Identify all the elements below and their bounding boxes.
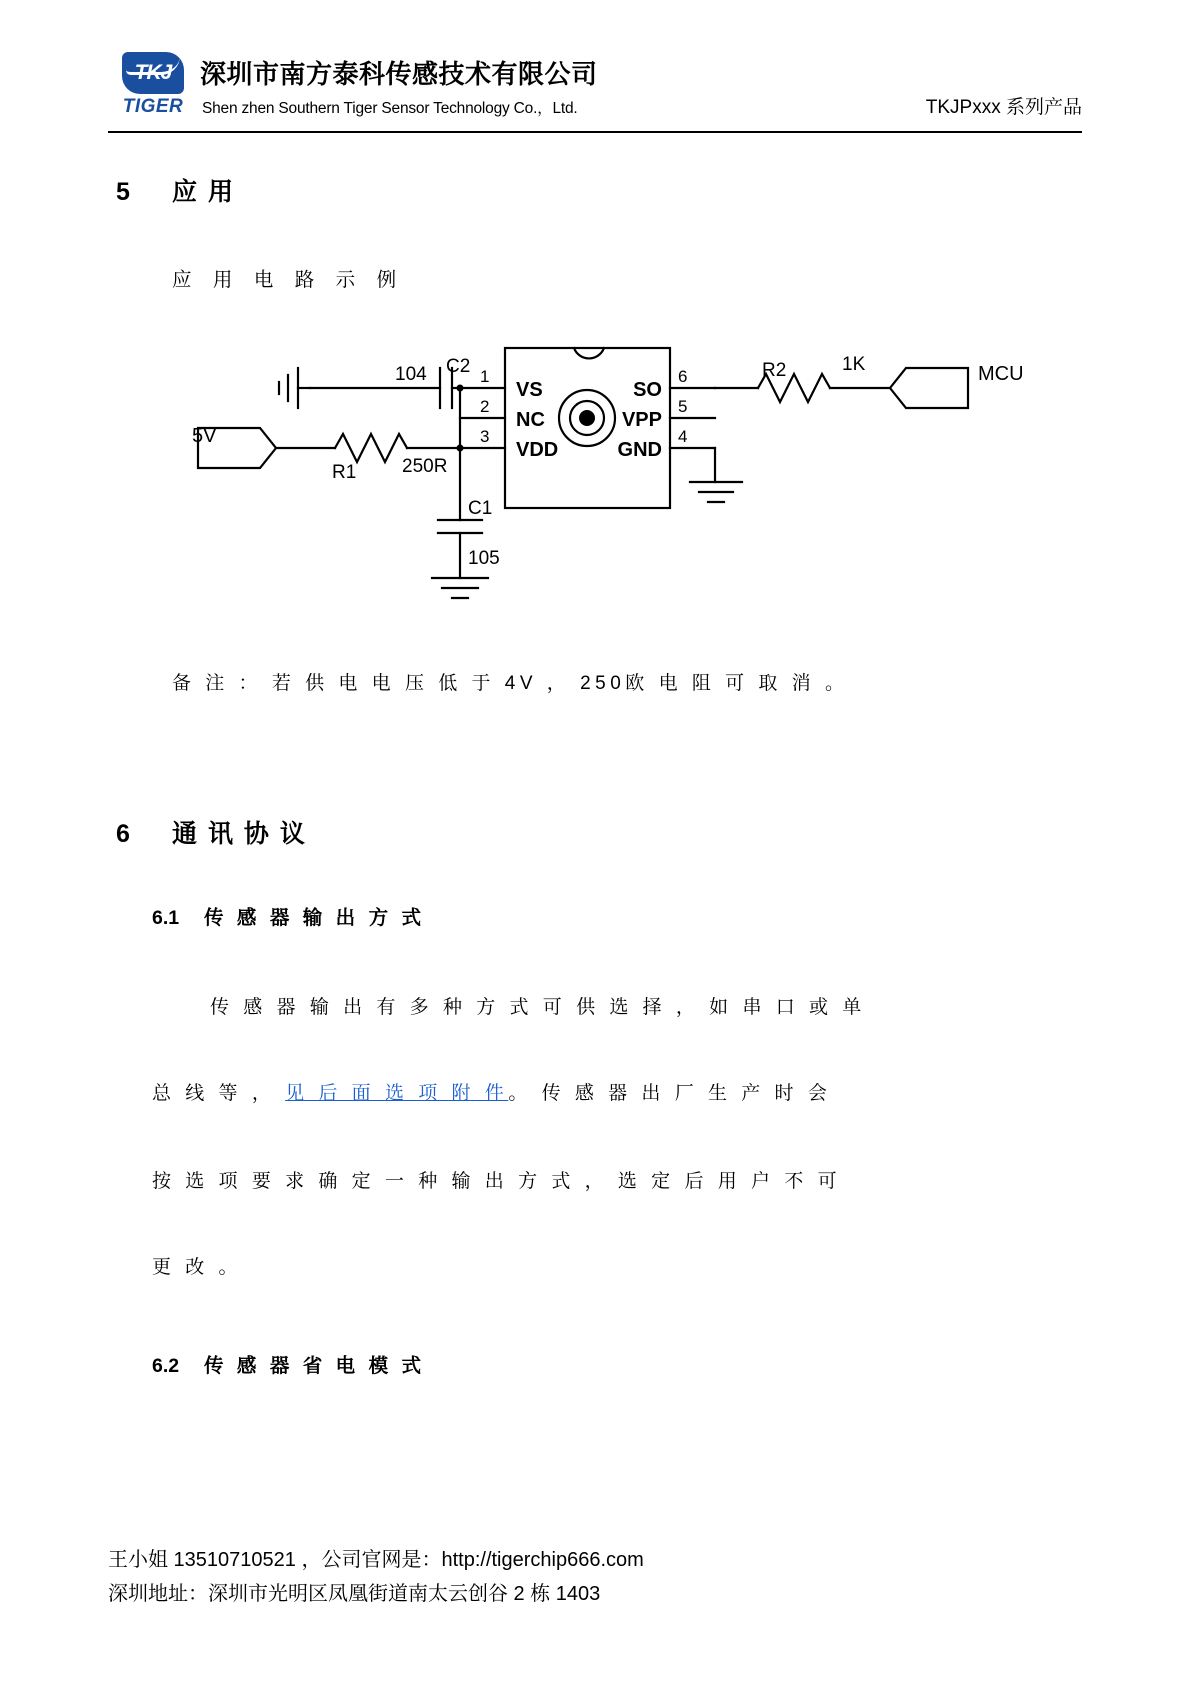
section-6-1-number: 6.1 (152, 907, 180, 929)
header-divider (108, 131, 1082, 133)
label-c1-name: C1 (468, 498, 493, 519)
paragraph-6-1-line-3: 按 选 项 要 求 确 定 一 种 输 出 方 式 ， 选 定 后 用 户 不 可 (152, 1171, 842, 1192)
paragraph-6-1-line-2-b: 。 传 感 器 出 厂 生 产 时 会 (508, 1083, 832, 1104)
company-logo (114, 52, 192, 124)
section-5-note: 备 注 ： 若 供 电 电 压 低 于 4V ， 250欧 电 阻 可 取 消 。 (172, 673, 849, 694)
company-name-en: Shen zhen Southern Tiger Sensor Technology Co.，Ltd. (202, 100, 578, 117)
footer-contact-line: 王小姐 13510710521 ，公司官网是：http://tigerchip666.com (108, 1549, 644, 1571)
page-header (108, 48, 1082, 132)
label-r2-value: 1K (842, 354, 866, 375)
section-6-heading (116, 814, 307, 850)
label-pin-nc: NC (516, 409, 545, 431)
section-6-number: 6 (116, 820, 132, 848)
paragraph-6-1-line-1: 传 感 器 输 出 有 多 种 方 式 可 供 选 择 ， 如 串 口 或 单 (210, 997, 866, 1018)
option-appendix-link[interactable]: 见 后 面 选 项 附 件 (285, 1083, 509, 1104)
label-pin-gnd: GND (617, 439, 662, 461)
section-6-2-number: 6.2 (152, 1355, 180, 1377)
label-mcu: MCU (978, 363, 1024, 385)
application-circuit-diagram (150, 330, 1050, 630)
section-6-1-heading (152, 902, 425, 930)
section-6-title: 通 讯 协 议 (172, 820, 307, 848)
label-pin-3: 3 (480, 427, 490, 446)
section-5-heading (116, 172, 235, 208)
label-pin-2: 2 (480, 397, 490, 416)
paragraph-6-1-line-4: 更 改 。 (152, 1257, 243, 1278)
page-footer (108, 1543, 1082, 1611)
label-pin-6: 6 (678, 367, 688, 386)
label-c2-name: C2 (446, 356, 471, 377)
section-6-1-title: 传 感 器 输 出 方 式 (204, 907, 426, 929)
section-5-number: 5 (116, 178, 132, 206)
section-5-intro: 应 用 电 路 示 例 (172, 269, 405, 291)
logo-mark: TKJ (122, 52, 184, 94)
section-6-2-heading (152, 1350, 425, 1378)
label-r1-name: R1 (332, 462, 357, 483)
document-series-label: TKJPxxx 系列产品 (925, 97, 1082, 118)
label-pin-5: 5 (678, 397, 688, 416)
label-c2-value: 104 (395, 364, 427, 385)
label-pin-vs: VS (516, 379, 543, 401)
label-pin-4: 4 (678, 427, 688, 446)
label-pin-so: SO (633, 379, 662, 401)
label-r2-unused: 250R (402, 456, 448, 477)
label-pin-vdd: VDD (516, 439, 559, 461)
label-supply: 5V (192, 425, 217, 447)
company-name-cn: 深圳市南方泰科传感技术有限公司 (200, 59, 598, 89)
paragraph-6-1-line-2-a: 总 线 等 ， (152, 1083, 276, 1104)
section-6-2-title: 传 感 器 省 电 模 式 (204, 1355, 426, 1377)
label-pin-vpp: VPP (621, 409, 662, 431)
paragraph-6-1-line-2 (152, 1078, 831, 1105)
label-r2-name: R2 (762, 360, 787, 381)
logo-wordmark: TIGER (122, 96, 184, 117)
label-c1-value: 105 (468, 548, 500, 569)
footer-address-line: 深圳地址：深圳市光明区凤凰街道南太云创谷 2 栋 1403 (108, 1583, 601, 1605)
section-5-title: 应 用 (172, 178, 235, 206)
label-pin-1: 1 (480, 367, 490, 386)
